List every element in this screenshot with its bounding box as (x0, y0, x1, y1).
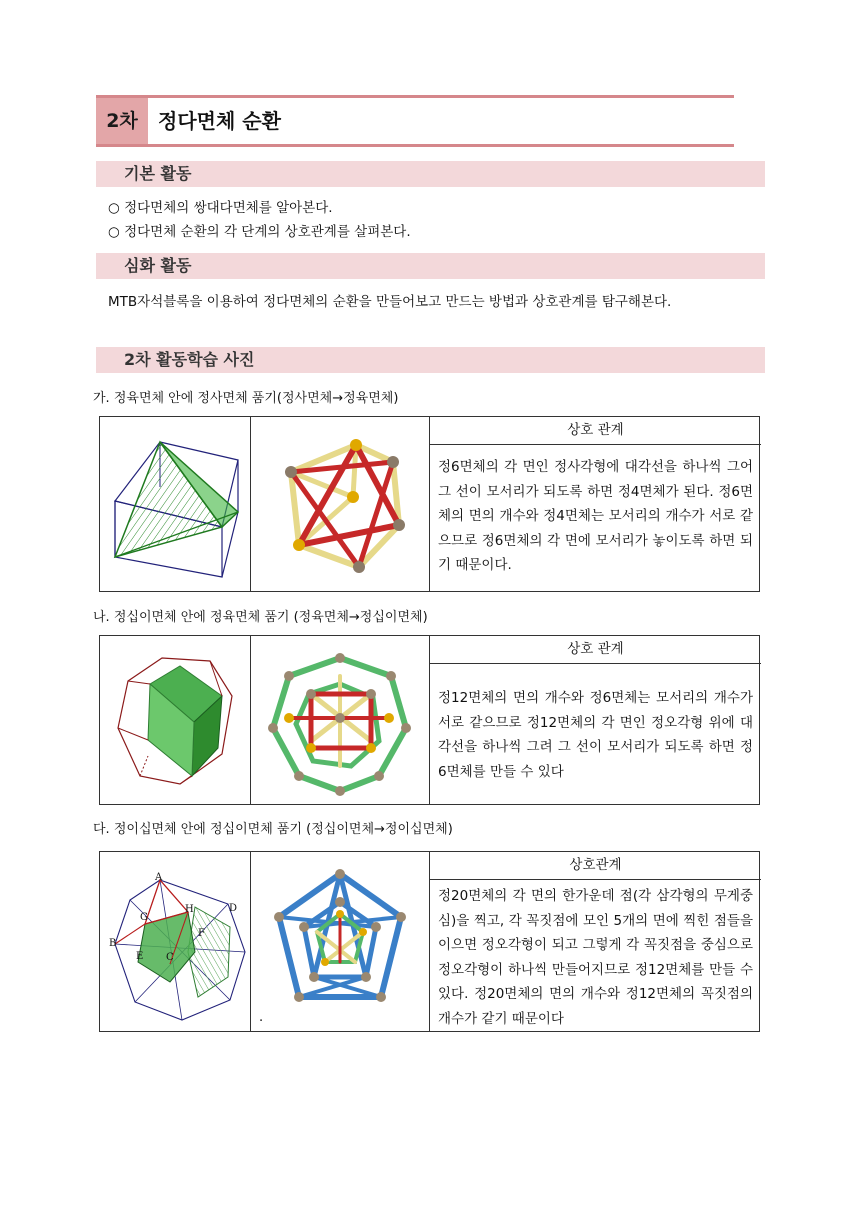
row2-table (99, 635, 760, 805)
vertex-label-h: H (185, 904, 194, 915)
row1-caption: 가. 정육면체 안에 정사면체 품기(정사면체→정육면체) (93, 391, 399, 406)
row2-header: 상호 관계 (430, 636, 761, 664)
row1-table (99, 416, 760, 592)
row3-body: 정20면체의 각 면의 한가운데 점(각 삼각형의 무게중심)을 찍고, 각 꼭짓점에 모인 5개의 면에 찍힌 점들을 이으면 정오각형이 되고 그렇게 각 꼭짓점을 중심으로 정오각형이 하나씩 만들어지므로 정12면체를 만들 수 있다. 정20면체의 면의 개수와 정12면체의 꼭짓점의 개수가 같기 때문이다 (438, 888, 753, 1027)
dodeca-cube-diagram (100, 636, 251, 804)
section-basic: 기본 활동 (96, 161, 765, 187)
magnet-model-dodeca-icosa (251, 852, 430, 1031)
row2-body: 정12면체의 면의 개수와 정6면체는 모서리의 개수가 서로 같으므로 정12면체의 각 면인 정오각형 위에 대각선을 하나씩 그려 그 선이 모서리가 되도록 하면 정6면체를 만들 수 있다 (438, 690, 753, 780)
vertex-label-a: A (155, 872, 163, 883)
vertex-label-g: G (140, 912, 148, 923)
basic-item-1: ○ 정다면체의 쌍대다면체를 알아본다. (108, 200, 333, 216)
stray-mark: . (259, 1010, 264, 1025)
row1-body: 정6면체의 각 면인 정사각형에 대각선을 하나씩 그어 그 선이 모서리가 되도록 하면 정4면체가 된다. 정6면체의 면의 개수와 정4면체는 모서리의 개수가 서로 같으므로 정6면체의 각 면에 모서리가 놓이도록 하면 되기 때문이다. (438, 459, 753, 573)
icosa-dodeca-diagram (100, 852, 251, 1031)
vertex-label-d: D (229, 903, 238, 914)
vertex-label-b: B (109, 938, 117, 949)
row2-caption: 나. 정십이면체 안에 정육면체 품기 (정육면체→정십이면체) (93, 610, 428, 625)
cube-tetra-diagram (100, 417, 251, 591)
row3-table (99, 851, 760, 1032)
advanced-text: MTB자석블록을 이용하여 정다면체의 순환을 만들어보고 만드는 방법과 상호관계를 탐구해본다. (108, 294, 672, 310)
section-photos: 2차 활동학습 사진 (96, 347, 765, 373)
magnet-model-tetra-cube (251, 417, 430, 591)
title-rule-bottom (96, 144, 734, 147)
page-title: 정다면체 순환 (158, 109, 281, 133)
section-advanced: 심화 활동 (96, 253, 765, 279)
row3-caption: 다. 정이십면체 안에 정십이면체 품기 (정십이면체→정이십면체) (93, 822, 453, 837)
vertex-label-c: C (166, 952, 174, 963)
vertex-label-e: E (136, 951, 144, 962)
vertex-label-f: F (198, 928, 205, 939)
row1-header: 상호 관계 (430, 417, 761, 445)
row3-header: 상호관계 (430, 852, 761, 880)
page-title-bar (96, 95, 734, 147)
magnet-model-cube-dodeca (251, 636, 430, 804)
basic-item-2: ○ 정다면체 순환의 각 단계의 상호관계를 살펴본다. (108, 224, 411, 240)
title-tag: 2차 (96, 98, 148, 144)
